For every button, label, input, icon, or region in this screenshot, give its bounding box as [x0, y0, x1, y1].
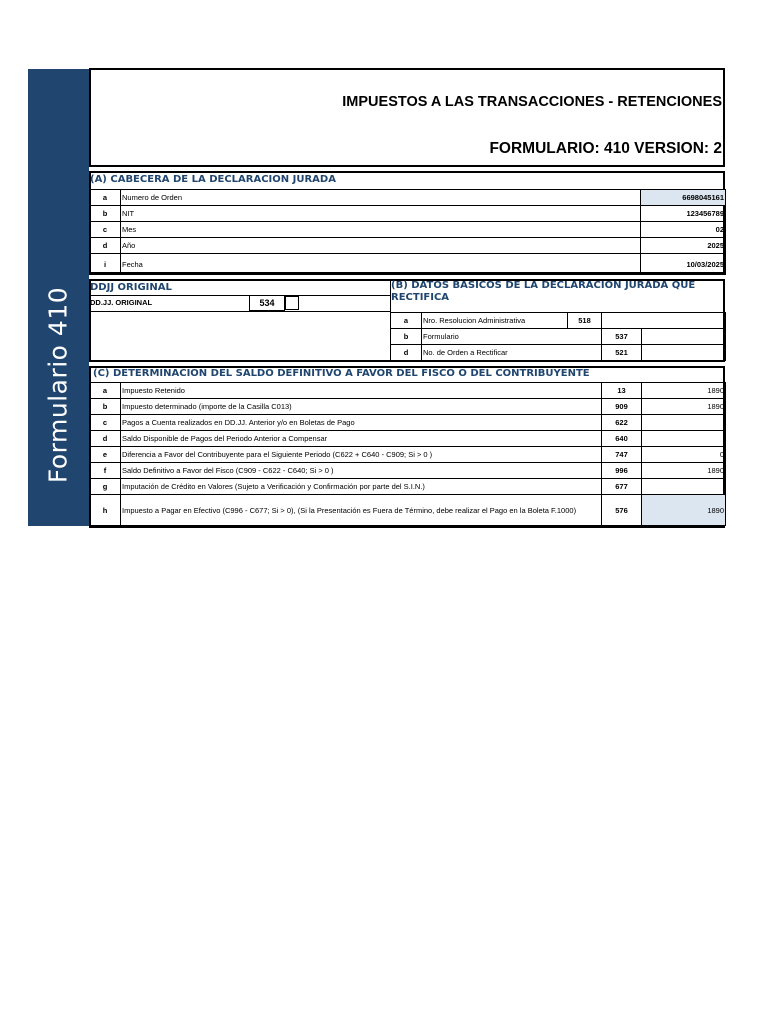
row-code: 576 [602, 495, 642, 526]
row-code: 909 [602, 399, 642, 415]
amount-to-pay-field[interactable]: 1890 [642, 495, 726, 526]
row-code: 996 [602, 463, 642, 479]
section-a-table [89, 189, 726, 275]
table-row [90, 222, 726, 238]
row-label: Saldo Disponible de Pagos del Periodo Anterior a Compensar [121, 431, 602, 447]
row-label: Impuesto a Pagar en Efectivo (C996 - C677; Si > 0), (Si la Presentación es Fuera de Término, debe realizar el Pago en la Boleta F.1000) [121, 495, 602, 526]
table-row [391, 345, 726, 361]
row-letter: i [90, 254, 121, 275]
table-row [391, 313, 726, 329]
section-a-heading: (A) CABECERA DE LA DECLARACION JURADA [90, 174, 336, 185]
section-b-table [390, 312, 726, 361]
table-row [90, 431, 726, 447]
section-b-heading-line2: RECTIFICA [391, 292, 450, 303]
row-value-field[interactable] [642, 479, 726, 495]
row-code: 622 [602, 415, 642, 431]
resolution-field[interactable] [602, 313, 726, 329]
row-label: Imputación de Crédito en Valores (Sujeto a Verificación y Confirmación por parte del S.I.N.) [121, 479, 602, 495]
table-row [90, 447, 726, 463]
row-value-field[interactable] [642, 415, 726, 431]
section-c-table [89, 382, 726, 526]
row-label: Fecha [121, 254, 641, 275]
row-value-field[interactable]: 1890 [642, 463, 726, 479]
ddjj-divider [89, 295, 390, 296]
row-letter: a [391, 313, 422, 329]
row-code: 677 [602, 479, 642, 495]
table-row [90, 399, 726, 415]
section-b-heading [391, 280, 695, 304]
row-code: 521 [602, 345, 642, 361]
ddjj-code: 534 [249, 295, 285, 311]
table-row [90, 415, 726, 431]
row-label: Nro. Resolucion Administrativa [422, 313, 568, 329]
year-field[interactable]: 2025 [641, 238, 726, 254]
row-code: 537 [602, 329, 642, 345]
row-letter: e [90, 447, 121, 463]
row-letter: d [391, 345, 422, 361]
row-letter: a [90, 383, 121, 399]
row-letter: f [90, 463, 121, 479]
ddjj-heading: DDJJ ORIGINAL [90, 282, 172, 293]
row-letter: d [90, 431, 121, 447]
table-row [90, 254, 726, 275]
row-letter: g [90, 479, 121, 495]
row-label: Pagos a Cuenta realizados en DD.JJ. Anterior y/o en Boletas de Pago [121, 415, 602, 431]
ddjj-label: DD.JJ. ORIGINAL [90, 298, 153, 307]
row-letter: d [90, 238, 121, 254]
section-c-heading: (C) DETERMINACION DEL SALDO DEFINITIVO A FAVOR DEL FISCO O DEL CONTRIBUYENTE [93, 368, 590, 379]
row-label: Año [121, 238, 641, 254]
row-letter: c [90, 415, 121, 431]
row-letter: b [90, 399, 121, 415]
table-row [90, 479, 726, 495]
table-row [90, 190, 726, 206]
row-value-field[interactable] [642, 431, 726, 447]
order-rectify-field[interactable] [642, 345, 726, 361]
row-letter: h [90, 495, 121, 526]
row-value-field[interactable]: 1890 [642, 399, 726, 415]
row-label: Formulario [422, 329, 602, 345]
row-letter: a [90, 190, 121, 206]
ddjj-original-checkbox[interactable] [285, 296, 299, 310]
form-version: FORMULARIO: 410 VERSION: 2 [489, 140, 722, 157]
table-row [90, 238, 726, 254]
row-label: No. de Orden a Rectificar [422, 345, 602, 361]
row-label: Impuesto determinado (importe de la Casilla C013) [121, 399, 602, 415]
order-number-field[interactable]: 6698045161 [641, 190, 726, 206]
row-code: 747 [602, 447, 642, 463]
table-row [391, 329, 726, 345]
row-value-field[interactable]: 1890 [642, 383, 726, 399]
row-letter: c [90, 222, 121, 238]
table-row [90, 206, 726, 222]
date-field[interactable]: 10/03/2025 [641, 254, 726, 275]
row-value-field[interactable]: 0 [642, 447, 726, 463]
row-label: Diferencia a Favor del Contribuyente para el Siguiente Periodo (C622 + C640 - C909; Si > 0 ) [121, 447, 602, 463]
row-letter: b [391, 329, 422, 345]
month-field[interactable]: 02 [641, 222, 726, 238]
row-letter: b [90, 206, 121, 222]
table-row [90, 463, 726, 479]
row-label: Numero de Orden [121, 190, 641, 206]
table-row [90, 495, 726, 526]
section-b-heading-line1: (B) DATOS BASICOS DE LA DECLARACION JURADA QUE [391, 280, 696, 291]
form-field[interactable] [642, 329, 726, 345]
nit-field[interactable]: 123456789 [641, 206, 726, 222]
row-label: Mes [121, 222, 641, 238]
ddjj-bottom-line [89, 311, 390, 312]
row-label: Impuesto Retenido [121, 383, 602, 399]
row-label: Saldo Definitivo a Favor del Fisco (C909 - C622 - C640; Si > 0 ) [121, 463, 602, 479]
sidebar-title: Formulario 410 [43, 286, 73, 484]
row-code: 640 [602, 431, 642, 447]
row-code: 13 [602, 383, 642, 399]
row-code: 518 [568, 313, 602, 329]
form-header [89, 68, 725, 167]
page-title: IMPUESTOS A LAS TRANSACCIONES - RETENCIONES [342, 94, 722, 110]
table-row [90, 383, 726, 399]
row-label: NIT [121, 206, 641, 222]
